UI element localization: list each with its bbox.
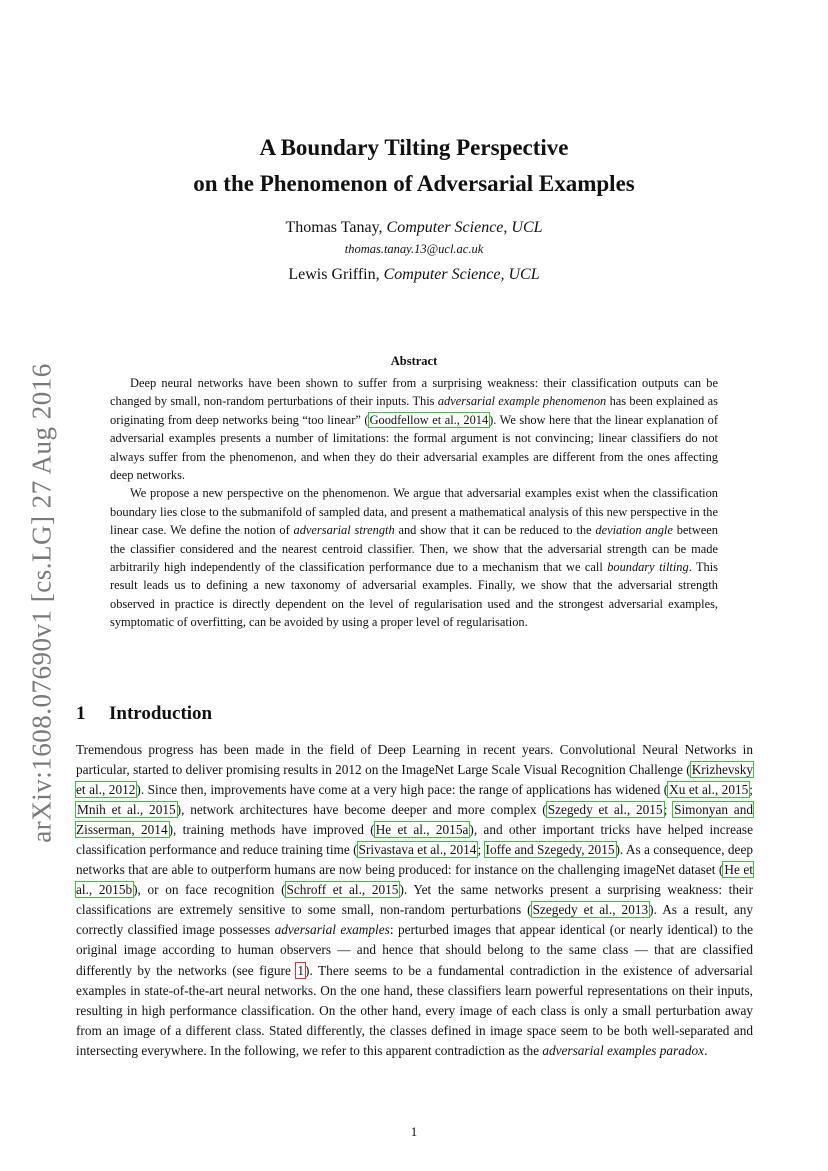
text-run: We propose a new perspective on the phenomenon. We argue that adversarial examples exist when the classification boundary lies close to the submanifold of sampled data, and present a mathematical analysis of this new perspective in the linear case. We define the notion of [110, 486, 718, 538]
emphasis-text: adversarial example phenomenon [437, 394, 607, 409]
emphasis-text: deviation angle [595, 523, 673, 538]
title-line-1: A Boundary Tilting Perspective [259, 135, 569, 160]
author-1-email: thomas.tanay.13@ucl.ac.uk [344, 242, 484, 256]
citation-link[interactable]: He et al., 2015a [375, 822, 469, 838]
text-run: ), and other important tricks have helped increase classification performance and reduce training time ( [76, 822, 753, 858]
abstract-heading: Abstract [390, 354, 438, 368]
author-1-affiliation: Computer Science, UCL [386, 219, 543, 236]
emphasis-text: adversarial examples [274, 922, 390, 938]
abstract-paragraph-2 [110, 484, 718, 631]
citation-link[interactable]: Mnih et al., 2015 [77, 802, 176, 818]
citation-link[interactable]: Simonyan and Zisserman, 2014 [76, 802, 753, 838]
arxiv-identifier-stamp: arXiv:1608.07690v1 [cs.LG] 27 Aug 2016 [26, 363, 57, 843]
text-run: Deep neural networks have been shown to suffer from a surprising weakness: their classification outputs can be changed by small, non-random perturbations of their inputs. This [110, 376, 718, 409]
text-run: ). There seems to be a fundamental contradiction in the existence of adversarial examples in state-of-the-art neural networks. On the one hand, these classifiers learn powerful representations on their inputs, resulting in high performance classification. On the other hand, every image of each class is only a small perturbation away from an image of a different class. Stated differently, the classes defined in image space seem to be both well-separated and intersecting everywhere. In the following, we refer to this apparent contradiction as the [76, 962, 754, 1058]
author-1-name: Thomas Tanay, [285, 219, 387, 236]
introduction-paragraph [76, 740, 753, 1061]
emphasis-text: boundary tilting [607, 560, 689, 575]
section-title: Introduction [109, 703, 213, 724]
emphasis-text: adversarial strength [293, 523, 395, 538]
text-run: : perturbed images that appear identical (or nearly identical) to the original image according to human observers — and hence that should belong to the same class — that are classified differently by the networks (see figure [76, 922, 754, 978]
author-2 [0, 266, 828, 284]
citation-link[interactable]: Goodfellow et al., 2014 [369, 412, 489, 427]
text-run: ), network architectures have become deeper and more complex ( [176, 802, 547, 818]
text-run: ). Since then, improvements have come at a very high pace: the range of applications has widened ( [136, 782, 669, 798]
text-run: ). Yet the same networks present a surprising weakness: their classifications are extremely sensitive to some small, non-random perturbations ( [76, 882, 754, 918]
text-run: and show that it can be reduced to the [394, 523, 596, 538]
paper-title [0, 130, 828, 202]
text-run: ; [663, 802, 674, 818]
text-run: ; [749, 782, 753, 798]
abstract-body [110, 374, 718, 632]
text-run: ). We show here that the linear explanation of adversarial examples presents a number of limitations: the formal argument is not convincing; linear classifiers do not always suffer from the phenomenon, and when they do their adversarial examples are different from the ones affecting deep networks. [110, 412, 718, 483]
text-run: . [704, 1042, 708, 1058]
citation-link[interactable]: Srivastava et al., 2014 [358, 842, 477, 858]
introduction-body [76, 740, 753, 1061]
abstract-paragraph-1 [110, 374, 718, 484]
text-run: has been explained as originating from deep networks being “too linear” ( [110, 394, 718, 427]
text-run: ), training methods have improved ( [168, 822, 375, 838]
citation-link[interactable]: Szegedy et al., 2015 [547, 802, 663, 818]
section-number: 1 [76, 703, 86, 724]
citation-link[interactable]: Szegedy et al., 2013 [532, 902, 649, 918]
citation-link[interactable]: He et al., 2015b [76, 862, 753, 898]
text-run: ). As a consequence, deep networks that are able to outperform humans are now being produced: for instance on the challenging imageNet dataset ( [76, 842, 753, 878]
emphasis-text: adversarial examples paradox [542, 1042, 705, 1058]
text-run: ). As a result, any correctly classified image possesses [76, 902, 754, 938]
text-run: Tremendous progress has been made in the field of Deep Learning in recent years. Convolutional Neural Networks in particular, started to deliver promising results in 2012 on the ImageNet Large Scale Visual Recognition Challenge ( [76, 742, 753, 778]
citation-link[interactable]: Schroff et al., 2015 [286, 882, 399, 898]
text-run: ), or on face recognition ( [133, 882, 286, 898]
section-heading-introduction [76, 703, 212, 725]
title-line-2: on the Phenomenon of Adversarial Examples [193, 171, 635, 196]
text-run: between the classifier considered and the nearest centroid classifier. Then, we show that the adversarial strength can be made arbitrarily high independently of the classification performance due to a mechanism that we call [110, 523, 719, 575]
page-number: 1 [410, 1124, 418, 1139]
text-run: . This result leads us to defining a new taxonomy of adversarial examples. Finally, we show that the adversarial strength observed in practice is directly dependent on the level of regularisation used and the strongest adversarial examples, symptomatic of overfitting, can be avoided by using a proper level of regularisation. [110, 560, 718, 630]
citation-link[interactable]: Krizhevsky et al., 2012 [76, 762, 753, 798]
author-2-affiliation: Computer Science, UCL [383, 266, 540, 283]
author-1 [0, 219, 828, 237]
text-run: ; [477, 842, 485, 858]
citation-link[interactable]: Ioffe and Szegedy, 2015 [485, 842, 615, 858]
citation-link[interactable]: Xu et al., 2015 [669, 782, 749, 798]
author-2-name: Lewis Griffin, [288, 266, 384, 283]
figure-reference-link[interactable]: 1 [297, 962, 305, 978]
